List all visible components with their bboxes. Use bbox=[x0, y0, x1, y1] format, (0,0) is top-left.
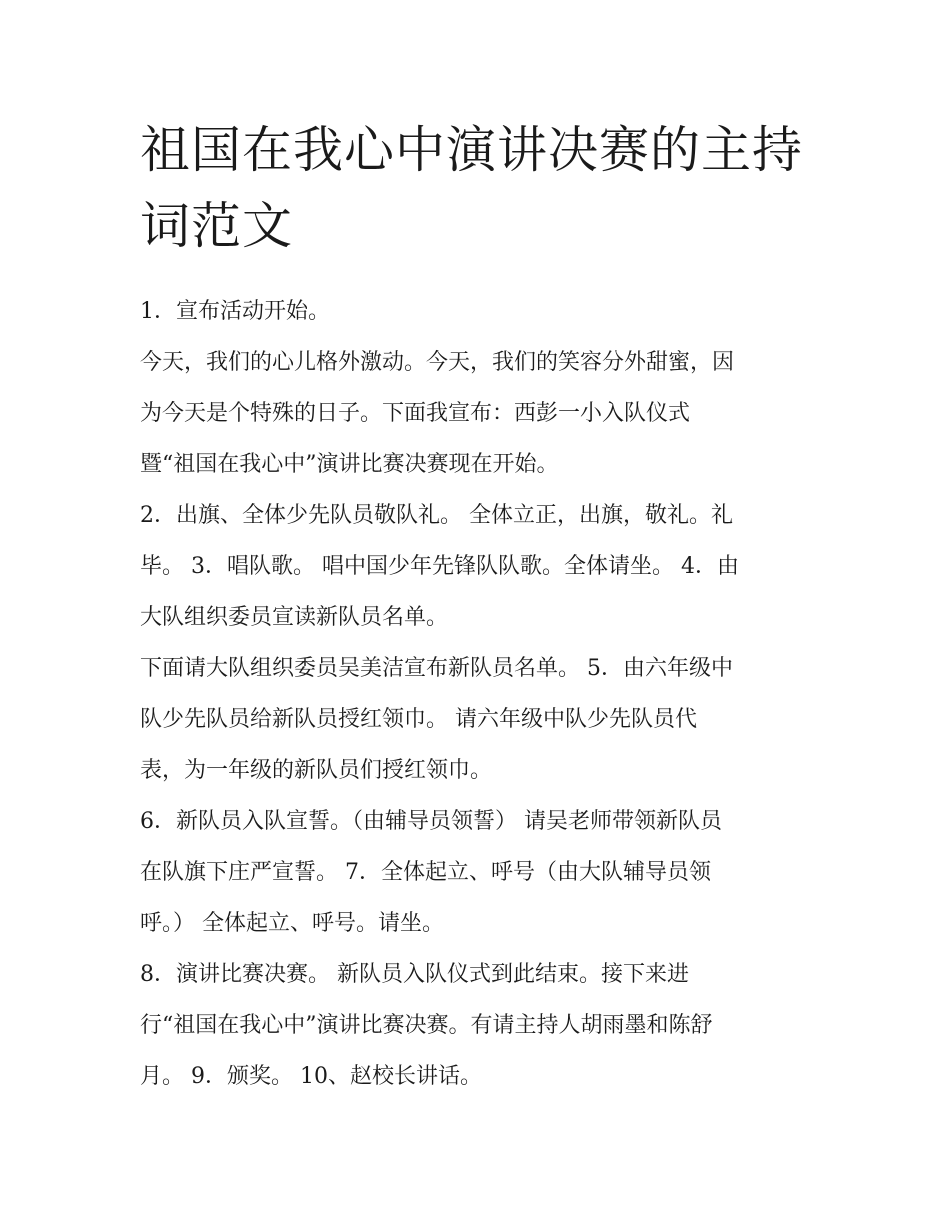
text-line: 今天，我们的心儿格外激动。今天，我们的笑容分外甜蜜，因 bbox=[140, 350, 735, 375]
paragraph-oath bbox=[140, 796, 820, 949]
text-line: 8．演讲比赛决赛。 新队员入队仪式到此结束。接下来进 bbox=[140, 962, 689, 987]
text-line: 呼。） 全体起立、呼号。请坐。 bbox=[140, 911, 444, 936]
text-line: 表，为一年级的新队员们授红领巾。 bbox=[140, 758, 493, 783]
text-line: 在队旗下庄严宣誓。 7．全体起立、呼号（由大队辅导员领 bbox=[140, 860, 711, 885]
text-line: 月。 9．颁奖。 10、赵校长讲话。 bbox=[140, 1064, 482, 1089]
paragraph-announce-start bbox=[140, 286, 820, 337]
paragraph-speech-final bbox=[140, 949, 820, 1102]
document-page bbox=[140, 112, 820, 1102]
text-line: 2．出旗、全体少先队员敬队礼。 全体立正，出旗，敬礼。礼 bbox=[140, 503, 733, 528]
document-title bbox=[140, 112, 820, 264]
text-line: 下面请大队组织委员吴美洁宣布新队员名单。 5．由六年级中 bbox=[140, 656, 733, 681]
text-line: 6．新队员入队宣誓。（由辅导员领誓） 请吴老师带领新队员 bbox=[140, 809, 722, 834]
text-line: 行“祖国在我心中”演讲比赛决赛。有请主持人胡雨墨和陈舒 bbox=[140, 1013, 713, 1038]
title-line: 词范文 bbox=[140, 197, 293, 255]
text-line: 为今天是个特殊的日子。下面我宣布：西彭一小入队仪式 bbox=[140, 401, 691, 426]
text-line: 队少先队员给新队员授红领巾。 请六年级中队少先队员代 bbox=[140, 707, 697, 732]
title-line: 祖国在我心中演讲决赛的主持 bbox=[140, 121, 803, 179]
text-line: 毕。 3．唱队歌。 唱中国少年先锋队队歌。全体请坐。 4．由 bbox=[140, 554, 739, 579]
text-line: 暨“祖国在我心中”演讲比赛决赛现在开始。 bbox=[140, 452, 559, 477]
paragraph-flag-ceremony bbox=[140, 490, 820, 643]
paragraph-new-members bbox=[140, 643, 820, 796]
text-line: 1．宣布活动开始。 bbox=[140, 299, 330, 324]
text-line: 大队组织委员宣读新队员名单。 bbox=[140, 605, 449, 630]
paragraph-opening bbox=[140, 337, 820, 490]
